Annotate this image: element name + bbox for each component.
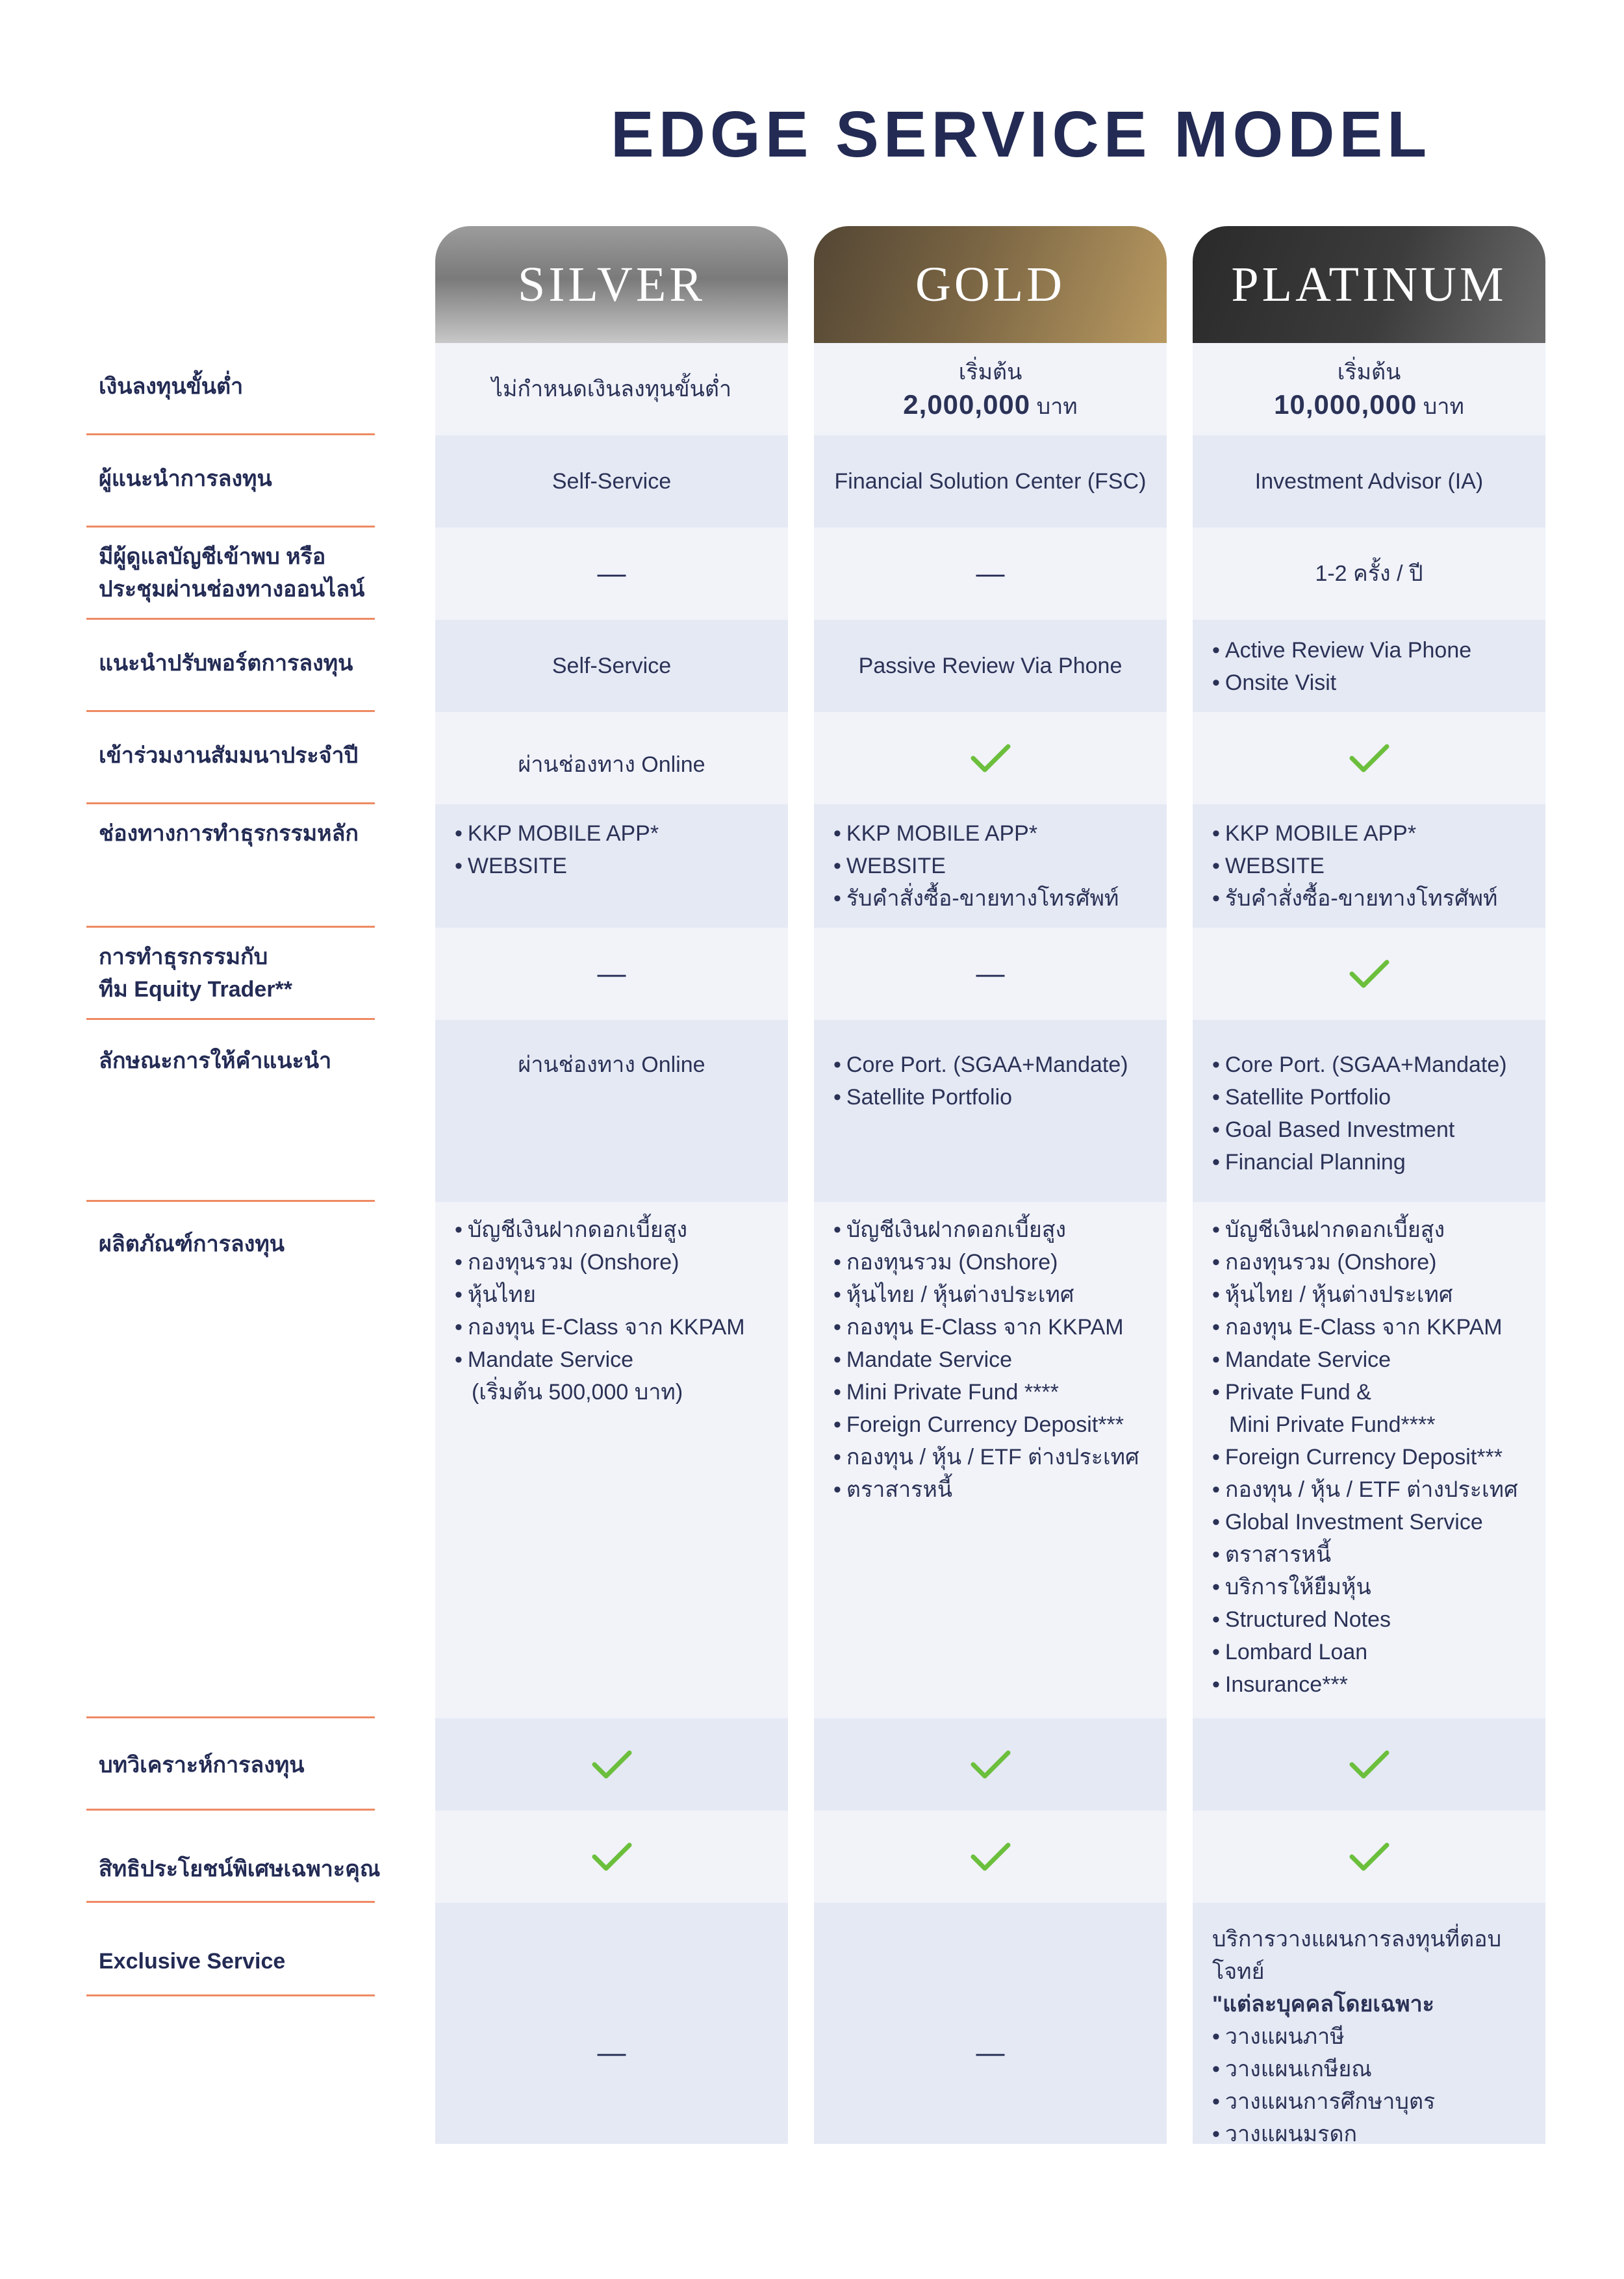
list-item: • Mandate Service <box>455 1343 788 1376</box>
list-item: • กองทุน / หุ้น / ETF ต่างประเทศ <box>833 1441 1167 1473</box>
list-item: • KKP MOBILE APP* <box>455 817 788 850</box>
list-item: • Lombard Loan <box>1212 1636 1545 1668</box>
list-item: • กองทุน / หุ้น / ETF ต่างประเทศ <box>1212 1473 1545 1506</box>
list-item: • Mini Private Fund **** <box>833 1376 1167 1408</box>
list-item: • Core Port. (SGAA+Mandate) <box>1212 1049 1545 1081</box>
list-item: • Goal Based Investment <box>1212 1114 1545 1146</box>
check-icon <box>592 1749 632 1780</box>
gold-equity-dash: — <box>976 958 1005 989</box>
check-icon <box>971 1749 1011 1780</box>
page-title: EDGE SERVICE MODEL <box>611 98 1432 171</box>
row-label-exclusive: Exclusive Service <box>99 1949 286 1974</box>
gold-min-prefix: เริ่มต้น <box>958 359 1022 385</box>
platinum-exclusive <box>1193 1923 1545 2150</box>
gold-products <box>814 1210 1167 1506</box>
silver-products <box>435 1210 788 1408</box>
list-item: • Insurance*** <box>1212 1668 1545 1701</box>
silver-seminar: ผ่านช่องทาง Online <box>518 752 705 777</box>
tier-header-silver: SILVER <box>435 226 788 343</box>
silver-advisor: Self-Service <box>552 469 672 494</box>
list-item: • Global Investment Service <box>1212 1506 1545 1538</box>
gold-advisor: Financial Solution Center (FSC) <box>834 469 1147 494</box>
row-separator <box>86 433 375 435</box>
gold-min-investment <box>814 343 1167 435</box>
row-separator <box>86 1018 375 1020</box>
list-item: • Mandate Service <box>1212 1343 1545 1376</box>
check-icon <box>1349 958 1389 989</box>
list-item: • KKP MOBILE APP* <box>1212 817 1545 850</box>
gold-exclusive-dash: — <box>976 2036 1005 2069</box>
list-item: • หุ้นไทย / หุ้นต่างประเทศ <box>1212 1279 1545 1311</box>
list-item: • บริการให้ยืมหุ้น <box>1212 1571 1545 1603</box>
platinum-advice-style <box>1193 1045 1545 1178</box>
row-separator <box>86 1994 375 1996</box>
list-item: • Private Fund & <box>1212 1376 1545 1408</box>
list-item: • บัญชีเงินฝากดอกเบี้ยสูง <box>833 1214 1167 1246</box>
list-item-cont: Mini Private Fund**** <box>1229 1412 1436 1437</box>
platinum-products <box>1193 1210 1545 1701</box>
platinum-exclusive-list <box>1212 2020 1545 2150</box>
gold-analysis-check <box>814 1718 1167 1811</box>
list-item: • KKP MOBILE APP* <box>833 817 1167 850</box>
platinum-min-prefix: เริ่มต้น <box>1337 359 1401 385</box>
platinum-min-investment <box>1193 343 1545 435</box>
table-cell-bg <box>435 1020 788 1202</box>
platinum-equity-check <box>1193 928 1545 1020</box>
silver-equity-dash: — <box>597 958 626 989</box>
silver-privileges-check <box>435 1811 788 1903</box>
list-item: • Satellite Portfolio <box>833 1081 1167 1114</box>
platinum-meeting: 1-2 ครั้ง / ปี <box>1315 561 1423 586</box>
list-item: • WEBSITE <box>455 850 788 882</box>
row-separator <box>86 618 375 620</box>
row-label-products: ผลิตภัณฑ์การลงทุน <box>99 1232 285 1256</box>
list-item: • Satellite Portfolio <box>1212 1081 1545 1114</box>
silver-exclusive-dash: — <box>597 2036 626 2069</box>
list-item: • วางแผนการศึกษาบุตร <box>1212 2085 1545 2118</box>
row-separator <box>86 1200 375 1202</box>
row-label-channels: ช่องทางการทำธุรกรรมหลัก <box>99 821 359 846</box>
row-label-equity-line2: ทีม Equity Trader** <box>99 977 293 1002</box>
list-item: • Mandate Service <box>833 1343 1167 1376</box>
silver-portfolio-review: Self-Service <box>552 654 672 678</box>
list-item: • Foreign Currency Deposit*** <box>1212 1441 1545 1473</box>
list-item: • วางแผนมรดก <box>1212 2118 1545 2150</box>
gold-channels <box>814 813 1167 915</box>
silver-meeting-dash: — <box>597 557 626 589</box>
list-item: • กองทุน E-Class จาก KKPAM <box>1212 1311 1545 1343</box>
silver-min-investment <box>435 343 788 435</box>
row-label-advice-style: ลักษณะการให้คำแนะนำ <box>99 1049 332 1073</box>
platinum-min-amount: 10,000,000 <box>1274 388 1417 420</box>
row-label-meeting-line1: มีผู้ดูแลบัญชีเข้าพบ หรือ <box>99 544 326 569</box>
row-label-privileges: สิทธิประโยชน์พิเศษเฉพาะคุณ <box>99 1857 381 1881</box>
tier-header-gold: GOLD <box>814 226 1167 343</box>
row-label-equity-trader <box>99 941 398 1006</box>
row-separator <box>86 526 375 528</box>
list-item: • ตราสารหนี้ <box>833 1473 1167 1506</box>
silver-advice-style: ผ่านช่องทาง Online <box>518 1052 705 1077</box>
platinum-portfolio-review <box>1193 630 1545 699</box>
list-item: • กองทุนรวม (Onshore) <box>1212 1246 1545 1279</box>
row-separator <box>86 802 375 804</box>
silver-channels <box>435 813 788 882</box>
platinum-privileges-check <box>1193 1811 1545 1903</box>
list-item-note: (เริ่มต้น 500,000 บาท) <box>472 1380 683 1405</box>
tier-header-platinum: PLATINUM <box>1193 226 1545 343</box>
check-icon <box>1349 1749 1389 1780</box>
row-separator <box>86 1809 375 1811</box>
list-item: • บัญชีเงินฝากดอกเบี้ยสูง <box>455 1214 788 1246</box>
list-item: • วางแผนเกษียณ <box>1212 2053 1545 2085</box>
row-label-analysis: บทวิเคราะห์การลงทุน <box>99 1753 305 1777</box>
row-label-equity-line1: การทำธุรกรรมกับ <box>99 945 268 969</box>
row-separator <box>86 926 375 928</box>
list-item: • Onsite Visit <box>1212 667 1545 699</box>
silver-analysis-check <box>435 1718 788 1811</box>
check-icon <box>1349 1841 1389 1872</box>
list-item: • หุ้นไทย / หุ้นต่างประเทศ <box>833 1279 1167 1311</box>
gold-min-amount: 2,000,000 <box>903 388 1031 420</box>
list-item: • ตราสารหนี้ <box>1212 1538 1545 1571</box>
list-item: • Foreign Currency Deposit*** <box>833 1408 1167 1441</box>
platinum-channels <box>1193 813 1545 915</box>
list-item: • Active Review Via Phone <box>1212 634 1545 667</box>
gold-portfolio-review: Passive Review Via Phone <box>858 654 1123 678</box>
list-item: • บัญชีเงินฝากดอกเบี้ยสูง <box>1212 1214 1545 1246</box>
list-item: • รับคำสั่งซื้อ-ขายทางโทรศัพท์ <box>833 882 1167 915</box>
list-item: • กองทุนรวม (Onshore) <box>455 1246 788 1279</box>
check-icon <box>971 743 1011 774</box>
check-icon <box>592 1841 632 1872</box>
row-separator <box>86 1901 375 1903</box>
row-label-seminar: เข้าร่วมงานสัมมนาประจำปี <box>99 743 359 768</box>
silver-min-investment-text: ไม่กำหนดเงินลงทุนขั้นต่ำ <box>491 377 732 401</box>
list-item: • หุ้นไทย <box>455 1279 788 1311</box>
row-label-portfolio-review: แนะนำปรับพอร์ตการลงทุน <box>99 651 353 676</box>
list-item: • รับคำสั่งซื้อ-ขายทางโทรศัพท์ <box>1212 882 1545 915</box>
list-item: • WEBSITE <box>1212 850 1545 882</box>
platinum-advisor: Investment Advisor (IA) <box>1254 469 1484 494</box>
row-label-advisor: ผู้แนะนำการลงทุน <box>99 466 272 491</box>
gold-privileges-check <box>814 1811 1167 1903</box>
check-icon <box>971 1841 1011 1872</box>
row-label-meeting <box>99 541 398 605</box>
list-item: • WEBSITE <box>833 850 1167 882</box>
row-label-meeting-line2: ประชุมผ่านช่องทางออนไลน์ <box>99 577 365 602</box>
list-item: • กองทุน E-Class จาก KKPAM <box>833 1311 1167 1343</box>
list-item: • วางแผนภาษี <box>1212 2020 1545 2053</box>
gold-seminar-check <box>814 712 1167 804</box>
row-label-min-investment: เงินลงทุนขั้นต่ำ <box>99 374 244 399</box>
platinum-seminar-check <box>1193 712 1545 804</box>
list-item: • Financial Planning <box>1212 1146 1545 1178</box>
gold-meeting-dash: — <box>976 557 1005 589</box>
list-item: • กองทุน E-Class จาก KKPAM <box>455 1311 788 1343</box>
platinum-analysis-check <box>1193 1718 1545 1811</box>
list-item: • Core Port. (SGAA+Mandate) <box>833 1049 1167 1081</box>
gold-advice-style <box>814 1045 1167 1114</box>
list-item: • กองทุนรวม (Onshore) <box>833 1246 1167 1279</box>
platinum-exclusive-intro: บริการวางแผนการลงทุนที่ตอบโจทย์ <box>1212 1927 1502 1984</box>
check-icon <box>1349 743 1389 774</box>
gold-min-unit: บาท <box>1036 394 1078 419</box>
platinum-min-unit: บาท <box>1423 394 1464 419</box>
row-separator <box>86 710 375 712</box>
platinum-exclusive-bold: "แต่ละบุคคลโดยเฉพาะ <box>1212 1992 1434 2017</box>
row-separator <box>86 1716 375 1718</box>
list-item: • Structured Notes <box>1212 1603 1545 1636</box>
